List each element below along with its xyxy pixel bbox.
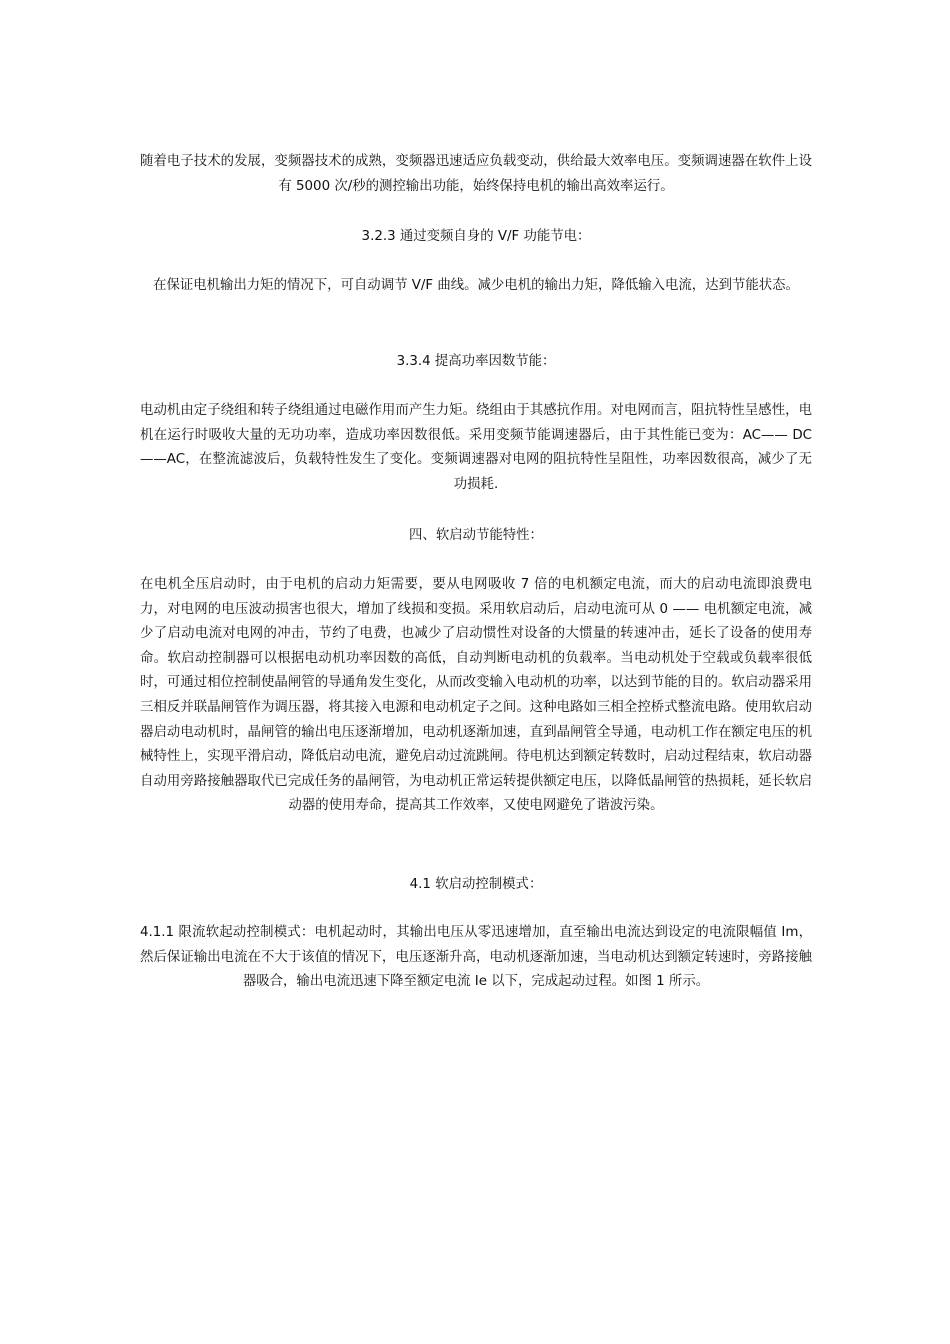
heading-section-4: 四、软启动节能特性： bbox=[409, 528, 543, 543]
paragraph-current-limit-mode: 4.1.1 限流软起动控制模式：电机起动时，其输出电压从零迅速增加，直至输出电流达到设定的电流限幅值 Im，然后保证输出电流在不大于该值的情况下，电压逐渐升高，电动机逐渐加速，当电动机达到额定转速时，旁路接触器吸合，输出电流迅速下降至额定电流 Ie 以下，完成起动过程。如图 1 所示。 bbox=[140, 925, 812, 990]
paragraph-power-factor: 电动机由定子绕组和转子绕组通过电磁作用而产生力矩。绕组由于其感抗作用。对电网而言，阻抗特性呈感性，电机在运行时吸收大量的无功功率，造成功率因数很低。采用变频节能调速器后，由于其性能已变为：AC—— DC ——AC，在整流滤波后，负载特性发生了变化。变频调速器对电网的阻抗特性呈阻性，功率因数很高，减少了无功损耗. bbox=[140, 403, 812, 492]
paragraph-vf-curve: 在保证电机输出力矩的情况下，可自动调节 V/F 曲线。减少电机的输出力矩，降低输入电流，达到节能状态。 bbox=[153, 278, 799, 293]
paragraph-soft-start: 在电机全压启动时，由于电机的启动力矩需要，要从电网吸收 7 倍的电机额定电流，而大的启动电流即浪费电力，对电网的电压波动损害也很大，增加了线损和变损。采用软启动后，启动电流可从 0 —— 电机额定电流，减少了启动电流对电网的冲击，节约了电费，也减少了启动惯性对设备的大惯量的转速冲击，延长了设备的使用寿命。软启动控制器可以根据电动机功率因数的高低，自动判断电动机的负载率。当电动机处于空载或负载率很低时，可通过相位控制使晶闸管的导通角发生变化，从而改变输入电动机的功率，以达到节能的目的。软启动器采用三相反并联晶闸管作为调压器，将其接入电源和电动机定子之间。这种电路如三相全控桥式整流电路。使用软启动器启动电动机时，晶闸管的输出电压逐渐增加，电动机逐渐加速，直到晶闸管全导通，电动机工作在额定电压的机械特性上，实现平滑启动，降低启动电流，避免启动过流跳闸。待电机达到额定转数时，启动过程结束，软启动器自动用旁路接触器取代已完成任务的晶闸管，为电动机正常运转提供额定电压，以降低晶闸管的热损耗，延长软启动器的使用寿命，提高其工作效率，又使电网避免了谐波污染。 bbox=[140, 577, 812, 814]
heading-3-2-3: 3.2.3 通过变频自身的 V/F 功能节电： bbox=[361, 229, 591, 244]
paragraph-vfd-efficiency: 随着电子技术的发展，变频器技术的成熟，变频器迅速适应负载变动，供给最大效率电压。变频调速器在软件上设有 5000 次/秒的测控输出功能，始终保持电机的输出高效率运行。 bbox=[140, 154, 812, 194]
heading-4-1: 4.1 软启动控制模式： bbox=[409, 877, 543, 892]
heading-3-3-4: 3.3.4 提高功率因数节能： bbox=[396, 354, 556, 369]
